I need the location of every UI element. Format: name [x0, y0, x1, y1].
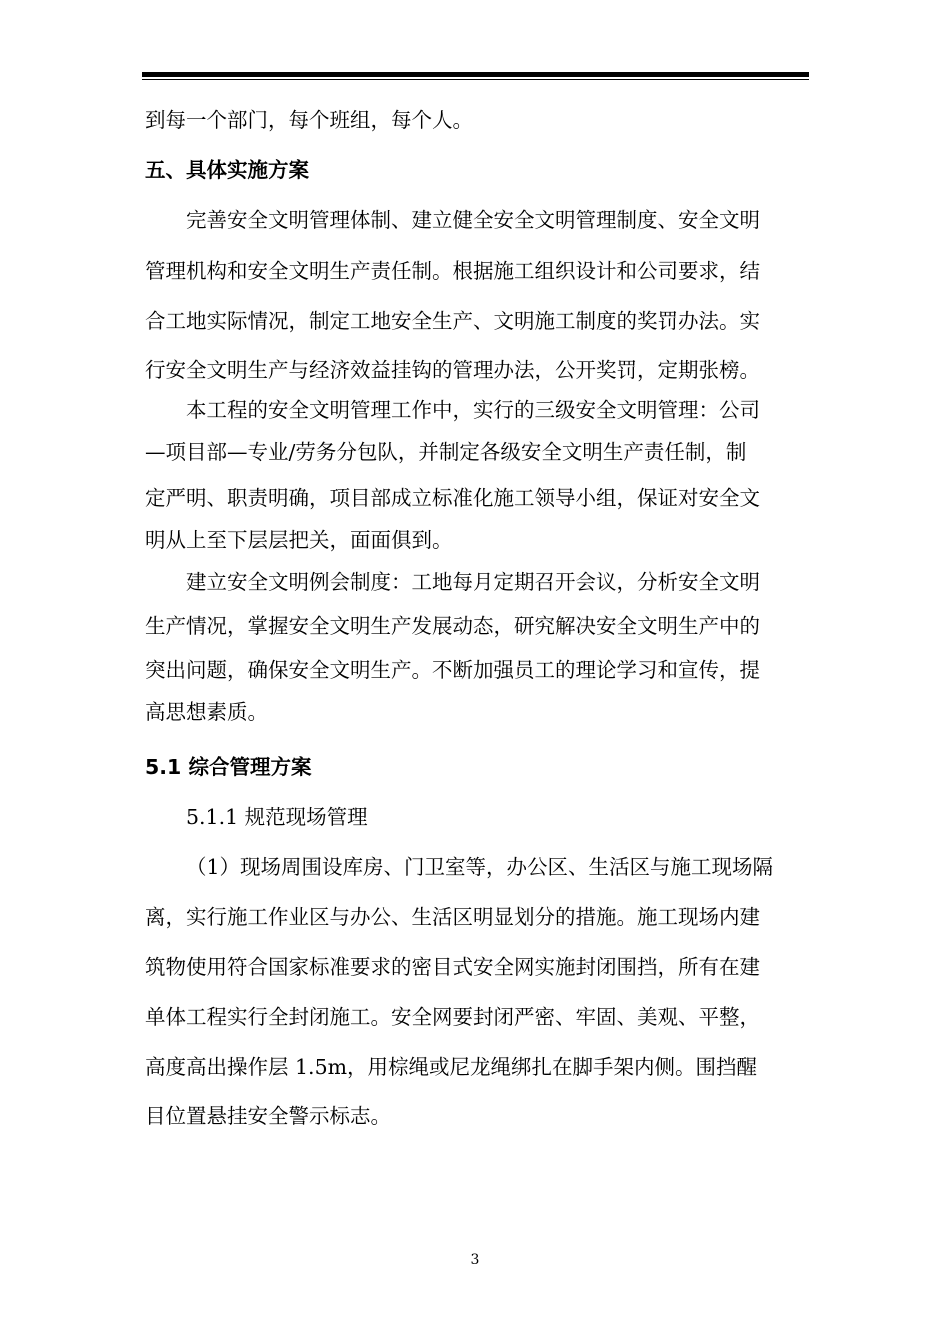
text-line: 本工程的安全文明管理工作中，实行的三级安全文明管理：公司 — [186, 398, 760, 422]
text-line: 高度高出操作层 1.5m，用棕绳或尼龙绳绑扎在脚手架内侧。围挡醒 — [145, 1055, 758, 1079]
sub-subsection-heading: 5.1.1 规范现场管理 — [186, 805, 368, 829]
text-line: 高思想素质。 — [145, 700, 268, 724]
text-line: 建立安全文明例会制度：工地每月定期召开会议，分析安全文明 — [186, 570, 760, 594]
text-line: 合工地实际情况，制定工地安全生产、文明施工制度的奖罚办法。实 — [145, 309, 760, 333]
text-line: 完善安全文明管理体制、建立健全安全文明管理制度、安全文明 — [186, 208, 760, 232]
subsection-heading: 5.1 综合管理方案 — [145, 755, 312, 779]
page-number: 3 — [470, 1252, 480, 1268]
text-line: （1）现场周围设库房、门卫室等，办公区、生活区与施工现场隔 — [186, 855, 774, 879]
text-line: 单体工程实行全封闭施工。安全网要封闭严密、牢固、美观、平整， — [145, 1005, 760, 1029]
text-line: 到每一个部门，每个班组，每个人。 — [145, 108, 473, 132]
text-line: 目位置悬挂安全警示标志。 — [145, 1104, 391, 1128]
text-line: 突出问题，确保安全文明生产。不断加强员工的理论学习和宣传，提 — [145, 658, 760, 682]
text-line: 管理机构和安全文明生产责任制。根据施工组织设计和公司要求，结 — [145, 259, 760, 283]
header-rule-thin — [142, 79, 809, 80]
text-line: 筑物使用符合国家标准要求的密目式安全网实施封闭围挡，所有在建 — [145, 955, 760, 979]
text-line: 明从上至下层层把关，面面俱到。 — [145, 528, 453, 552]
header-rule-thick — [142, 72, 809, 77]
text-line: 生产情况，掌握安全文明生产发展动态，研究解决安全文明生产中的 — [145, 614, 760, 638]
section-heading: 五、具体实施方案 — [145, 158, 309, 182]
text-line: 离，实行施工作业区与办公、生活区明显划分的措施。施工现场内建 — [145, 905, 760, 929]
text-line: 定严明、职责明确，项目部成立标准化施工领导小组，保证对安全文 — [145, 486, 760, 510]
text-line: —项目部—专业/劳务分包队，并制定各级安全文明生产责任制，制 — [145, 440, 747, 464]
text-line: 行安全文明生产与经济效益挂钩的管理办法，公开奖罚，定期张榜。 — [145, 358, 760, 382]
